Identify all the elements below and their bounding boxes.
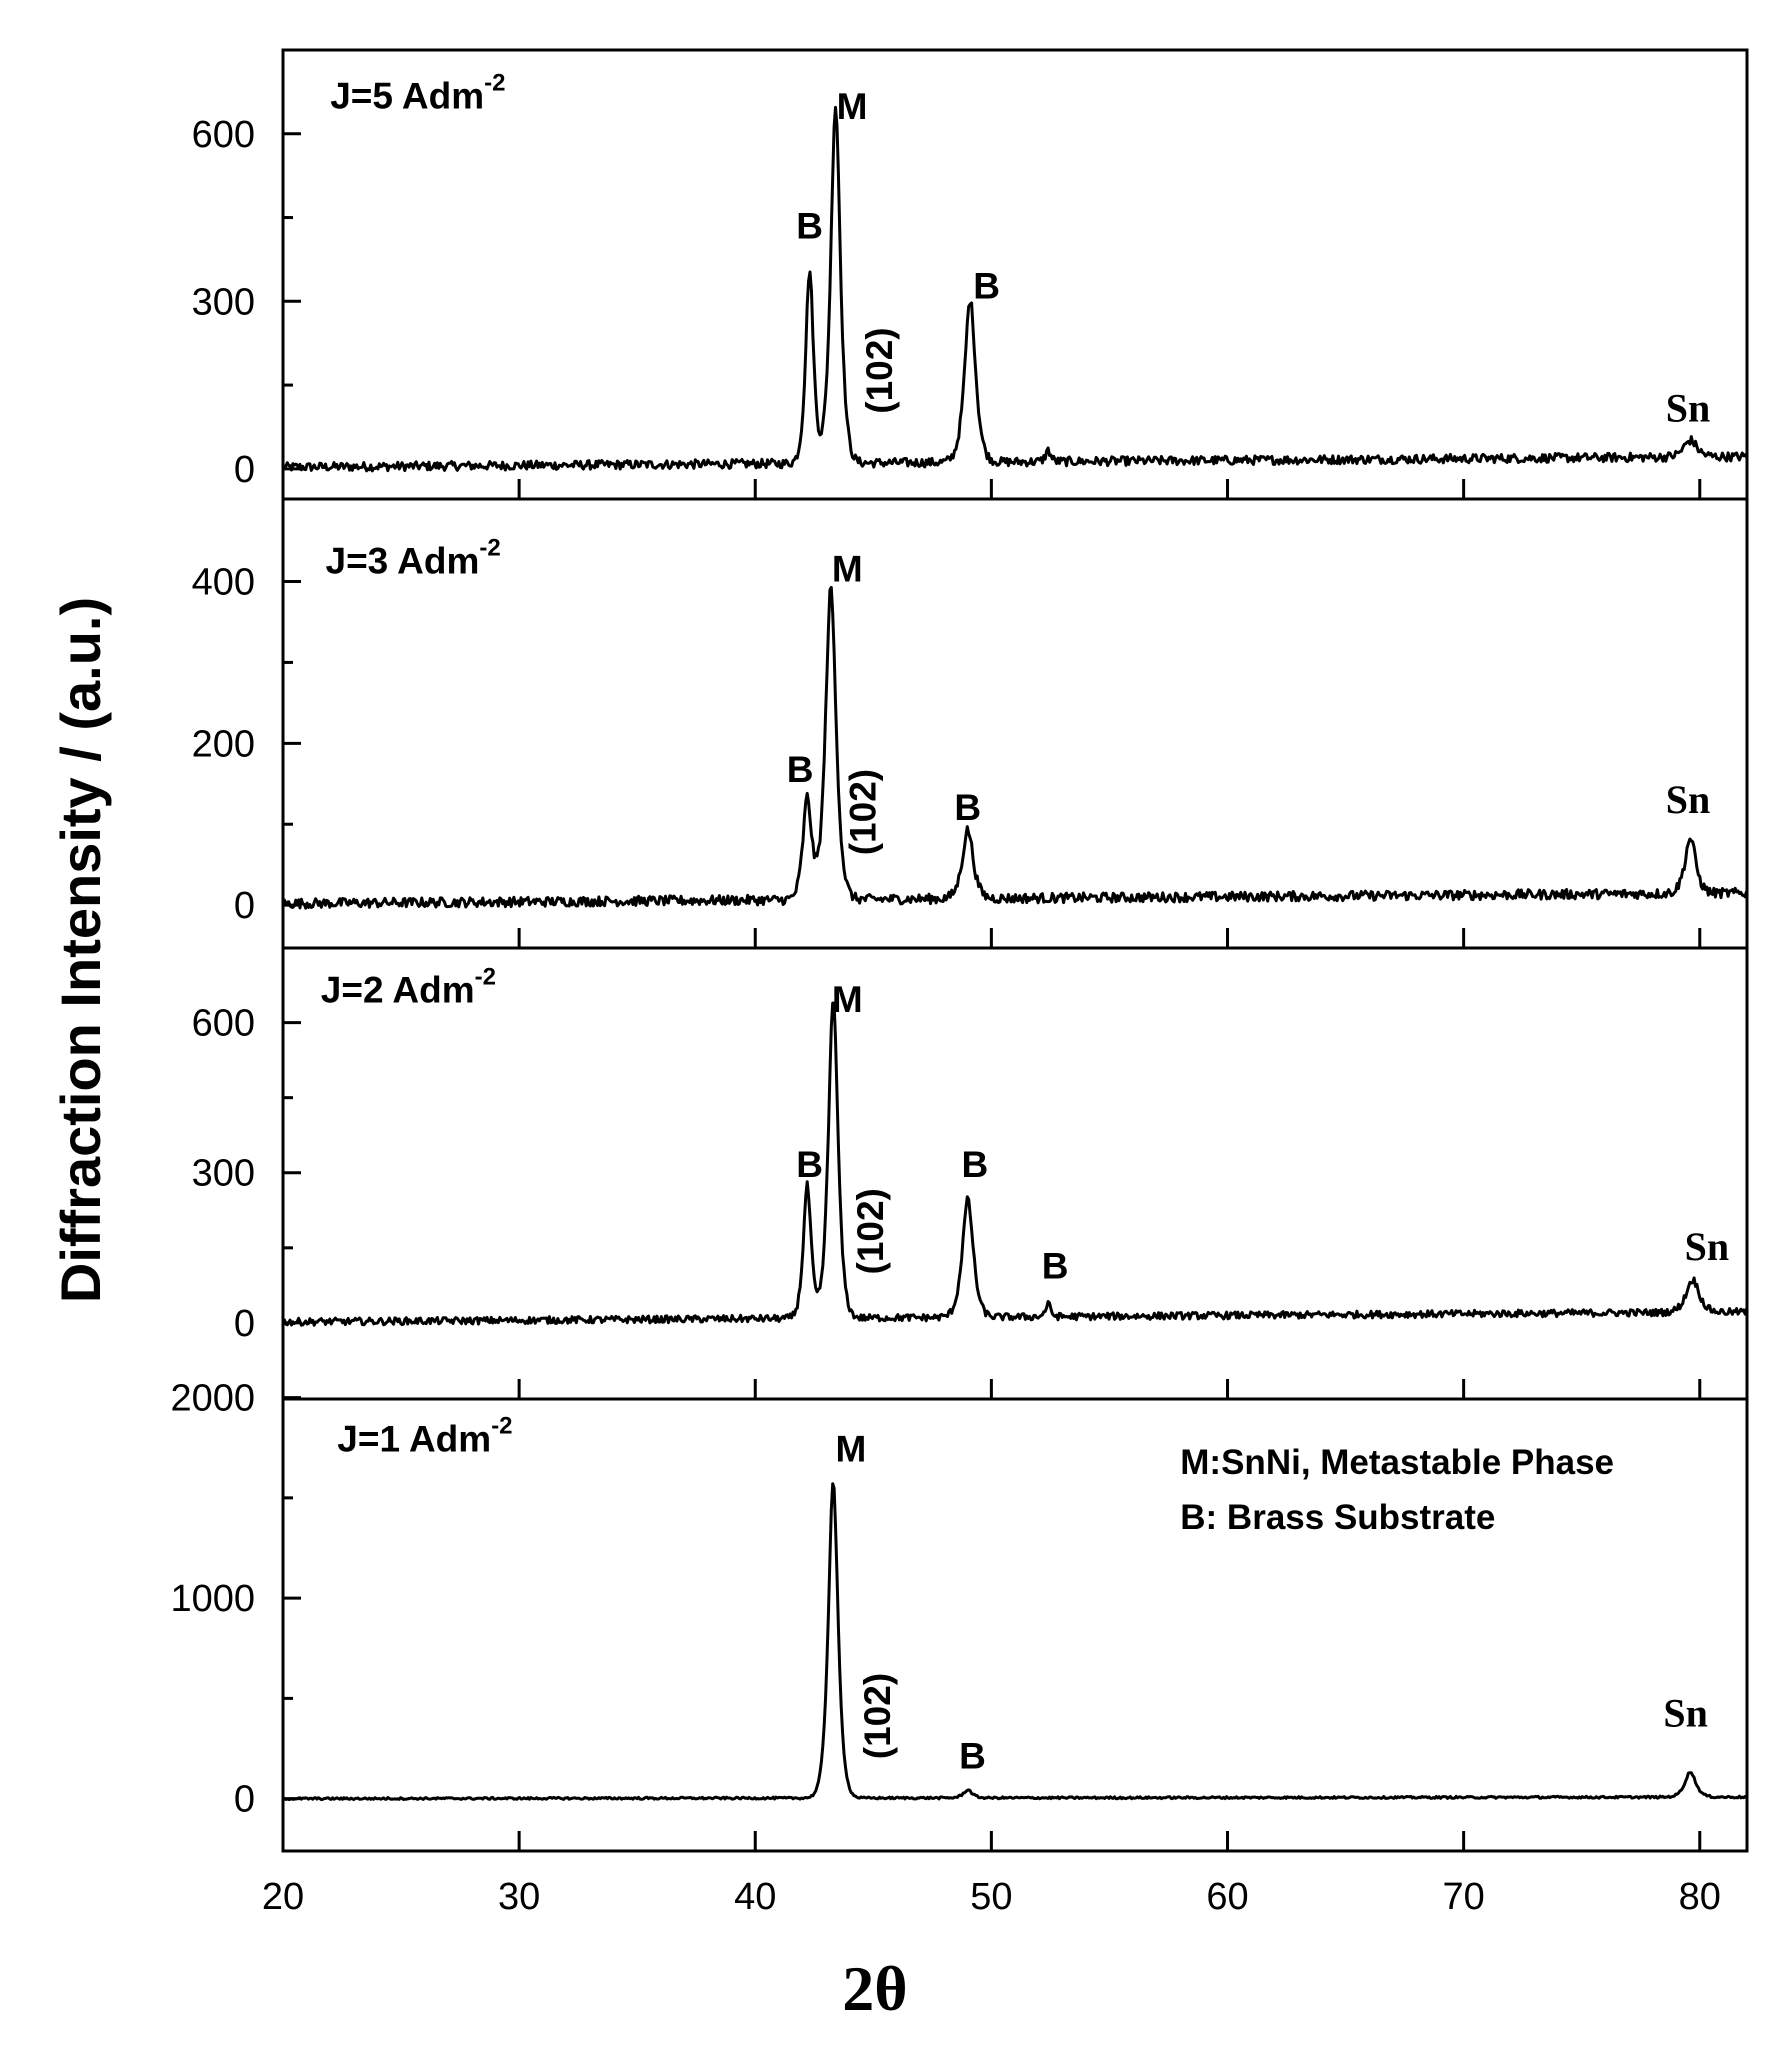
panel-1 (192, 50, 1747, 499)
panel-frame (283, 50, 1747, 499)
y-tick-label: 0 (233, 885, 255, 928)
peak-annotation: M (831, 548, 863, 590)
x-tick-label: 50 (970, 1876, 1013, 1918)
y-tick-label: 0 (233, 1302, 255, 1345)
peak-annotation: B (1041, 1245, 1069, 1287)
y-tick-label: 300 (191, 1152, 255, 1195)
peak-annotation: Sn (1665, 385, 1711, 431)
peak-annotation: Sn (1684, 1223, 1730, 1269)
y-tick-label: 600 (191, 1002, 255, 1045)
title-superscript: -2 (479, 534, 501, 562)
series-line (283, 587, 1747, 908)
panel-title: J=1 Adm$^{-2}$ (337, 1412, 513, 1460)
panel-title: J=3 Adm$^{-2}$ (325, 534, 501, 582)
y-tick-label: 400 (191, 561, 255, 604)
peak-annotation: M (835, 1428, 867, 1470)
x-tick-label: 80 (1678, 1876, 1721, 1918)
panel-4 (170, 1378, 1747, 1918)
title-superscript: -2 (484, 69, 506, 97)
x-axis-label: 2θ (842, 1953, 908, 2024)
panel-2 (192, 499, 1747, 948)
peak-annotation: B (959, 1735, 986, 1777)
peak-annotation: B (954, 787, 982, 829)
panel-title: J=2 Adm$^{-2}$ (320, 963, 497, 1011)
peak-annotation: Sn (1663, 1690, 1708, 1736)
x-tick-label: 30 (497, 1876, 541, 1918)
peak-annotation: M (831, 979, 863, 1021)
y-tick-label: 0 (233, 1778, 255, 1821)
peak-annotation: B (961, 1144, 989, 1186)
y-tick-label: 1000 (170, 1578, 255, 1621)
x-tick-label: 70 (1442, 1876, 1485, 1918)
panel-frame (283, 948, 1747, 1399)
y-tick-label: 300 (191, 281, 255, 324)
series-line (283, 107, 1747, 471)
peak-annotation: (102) (849, 1188, 891, 1275)
x-tick-label: 20 (261, 1876, 305, 1918)
peak-annotation: B (796, 1144, 823, 1186)
peak-annotation: B (973, 265, 1001, 307)
peak-annotation: B (786, 749, 814, 791)
y-tick-label: 200 (191, 723, 255, 766)
y-axis-label: Diffraction Intensity / (a.u.) (49, 596, 112, 1304)
title-superscript: -2 (491, 1412, 513, 1440)
peak-annotation: (102) (842, 768, 884, 856)
peak-annotation: (102) (859, 327, 901, 414)
legend-entry: M:SnNi, Metastable Phase (1180, 1442, 1615, 1482)
series-line (283, 1484, 1747, 1800)
title-superscript: -2 (474, 963, 497, 991)
y-tick-label: 600 (191, 113, 255, 156)
peak-annotation: B (796, 205, 823, 247)
x-tick-label: 40 (734, 1876, 777, 1918)
peak-annotation: (102) (856, 1672, 898, 1760)
peak-annotation: M (836, 85, 868, 127)
x-tick-label: 60 (1206, 1876, 1249, 1918)
y-tick-label: 0 (233, 448, 255, 491)
panel-3 (192, 948, 1747, 1399)
y-tick-label: 2000 (170, 1377, 255, 1420)
legend-entry: B: Brass Substrate (1180, 1497, 1496, 1537)
series-line (283, 1003, 1747, 1325)
peak-annotation: Sn (1665, 776, 1711, 822)
panel-title: J=5 Adm$^{-2}$ (330, 69, 506, 117)
panel-frame (283, 499, 1747, 948)
